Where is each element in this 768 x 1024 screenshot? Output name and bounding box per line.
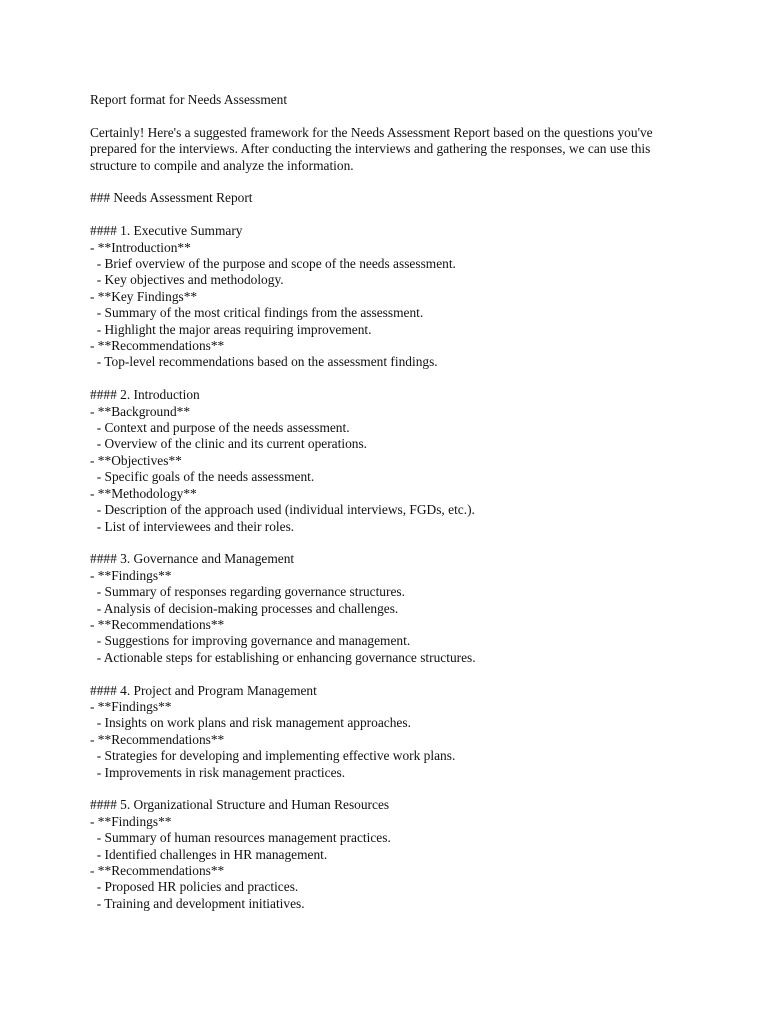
section-line: - Suggestions for improving governance and management. xyxy=(90,633,411,649)
section-line: - Proposed HR policies and practices. xyxy=(90,879,299,895)
section-line: - Actionable steps for establishing or enhancing governance structures. xyxy=(90,649,476,665)
section-line: - List of interviewees and their roles. xyxy=(90,518,295,534)
intro-paragraph xyxy=(90,125,730,174)
section-line: - Summary of human resources management practices. xyxy=(90,830,391,846)
section-introduction xyxy=(90,387,730,535)
section-governance xyxy=(90,551,730,666)
spacer xyxy=(90,535,730,551)
section-line: - **Findings** xyxy=(90,567,172,583)
section-executive-summary xyxy=(90,223,730,371)
section-heading: #### 1. Executive Summary xyxy=(90,223,243,239)
intro-line: prepared for the interviews. After conducting the interviews and gathering the responses, we can use this xyxy=(90,141,651,157)
section-line: - **Objectives** xyxy=(90,452,182,468)
section-line: - Specific goals of the needs assessment. xyxy=(90,469,315,485)
report-heading: ### Needs Assessment Report xyxy=(90,190,253,206)
section-line: - Analysis of decision-making processes and challenges. xyxy=(90,600,399,616)
section-line: - **Findings** xyxy=(90,698,172,714)
section-line: - **Key Findings** xyxy=(90,288,198,304)
section-line: - **Findings** xyxy=(90,813,172,829)
document-page xyxy=(90,92,730,912)
section-line: - **Recommendations** xyxy=(90,616,225,632)
spacer xyxy=(90,174,730,190)
section-line: - Summary of responses regarding governance structures. xyxy=(90,584,405,600)
section-line: - Brief overview of the purpose and scope of the needs assessment. xyxy=(90,256,456,272)
section-line: - Identified challenges in HR management. xyxy=(90,846,328,862)
section-line: - Improvements in risk management practices. xyxy=(90,764,346,780)
section-line: - **Background** xyxy=(90,403,191,419)
section-line: - **Methodology** xyxy=(90,485,197,501)
section-line: - **Introduction** xyxy=(90,239,191,255)
spacer xyxy=(90,371,730,387)
section-heading: #### 4. Project and Program Management xyxy=(90,682,317,698)
section-line: - Training and development initiatives. xyxy=(90,895,305,911)
intro-line: structure to compile and analyze the information. xyxy=(90,157,354,173)
section-line: - Insights on work plans and risk management approaches. xyxy=(90,715,411,731)
section-line: - Context and purpose of the needs assessment. xyxy=(90,420,350,436)
section-project-program xyxy=(90,683,730,781)
spacer xyxy=(90,108,730,124)
section-line: - Strategies for developing and implementing effective work plans. xyxy=(90,748,456,764)
section-heading: #### 2. Introduction xyxy=(90,387,200,403)
section-line: - Summary of the most critical findings from the assessment. xyxy=(90,305,424,321)
section-line: - Key objectives and methodology. xyxy=(90,272,284,288)
document-title: Report format for Needs Assessment xyxy=(90,92,288,107)
section-line: - **Recommendations** xyxy=(90,731,225,747)
spacer xyxy=(90,781,730,797)
section-line: - Description of the approach used (individual interviews, FGDs, etc.). xyxy=(90,502,475,518)
section-line: - **Recommendations** xyxy=(90,338,225,354)
section-line: - **Recommendations** xyxy=(90,862,225,878)
section-line: - Top-level recommendations based on the assessment findings. xyxy=(90,354,438,370)
section-heading: #### 3. Governance and Management xyxy=(90,551,295,567)
spacer xyxy=(90,207,730,223)
section-heading: #### 5. Organizational Structure and Human Resources xyxy=(90,797,390,813)
section-line: - Highlight the major areas requiring improvement. xyxy=(90,321,372,337)
section-line: - Overview of the clinic and its current operations. xyxy=(90,436,368,452)
section-org-structure-hr xyxy=(90,797,730,912)
spacer xyxy=(90,666,730,682)
intro-line: Certainly! Here's a suggested framework for the Needs Assessment Report based on the questions you've xyxy=(90,124,653,140)
